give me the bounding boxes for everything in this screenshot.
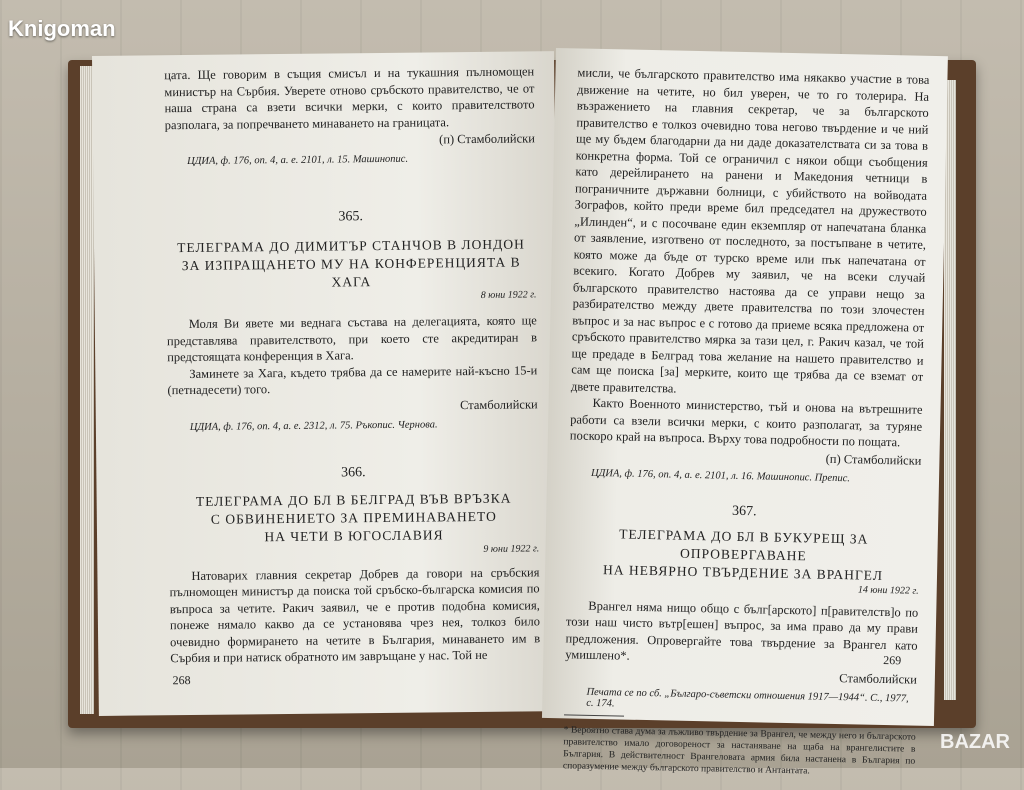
doc-365-para-2: Заминете за Хага, където трябва да се намерите най-късно 15-и (петнадесети) того.: [167, 362, 538, 398]
doc-366-date: 9 юни 1922 г.: [483, 542, 540, 555]
doc-365-number: 365.: [338, 209, 364, 225]
doc-365-para-1: Моля Ви явете ми веднага състава на делегацията, която ще представлява правителството, при което сте акредитиран в предстоящата конференция в Хага.: [166, 313, 538, 365]
doc-367-number: 367.: [731, 503, 757, 519]
doc-366-title-line-1: ТЕЛЕГРАМА ДО БЛ В БЕЛГРАД ВЪВ ВРЪЗКА: [195, 490, 512, 509]
doc-365-signature: Стамболийски: [459, 396, 538, 412]
right-top-text: мисли, че българското правителство има някакво участие в това движение на четите, но бил уверен, че то го толерира. На възражението на главния секретар, че за българското правителство е толкоз очевидно това негово твърдение и че ний ще му бъдем благодарни да ни даде доказателствата си за това в конкретна форма. Той се ограничил с някои общи съобщения като дерейлирането на ранени и Македония четници в пограничните държавни болници, с убийството на войводата Зографов, който преди време бил председател на дружеството „Илинден“, и с посочване един екземпляр от напечатана бланка от заявление, изготвено от последното, за постъпване в четите, която може да бъде от турско време или пък напечатана от всекиго. Когато Добрев му заявил, че на всеки случай българското правителство настоява да се управи нещо за разбирателство между двете правителства по този злочестен въпрос и за нас въпрос е с готово да приеме всяка предложена от сръбското правителство мярка за тази цел, г. Ракич казал, че той ще предаде в Белград това желание на нашето правителство и сам ще поиска [за] мерките, които ще трябва да се вземат от двете правителства.: [570, 65, 930, 396]
footnote-rule: [564, 714, 624, 716]
doc-367-para-1: Врангел няма нищо общо с бълг[арското] п[равителств]о по този наш чисто вътр[ешен] въпрос, за има право да му прави предложения. Опровергайте това твърдение за Врангел като умишлено*.: [565, 598, 919, 663]
doc-365-date: 8 юни 1922 г.: [480, 289, 537, 301]
doc-367-date: 14 юни 1922 г.: [857, 583, 919, 597]
doc-367-signature: Стамболийски: [839, 670, 918, 687]
doc-365-title-line-1: ТЕЛЕГРАМА ДО ДИМИТЪР СТАНЧОВ В ЛОНДОН: [177, 236, 525, 256]
right-page-content: [563, 64, 930, 789]
doc-365-title-line-2: ЗА ИЗПРАЩАНЕТО МУ НА КОНФЕРЕНЦИЯТА В ХАГА: [181, 254, 521, 290]
left-page-content: [164, 63, 540, 666]
watermark-bazar-logo: BAZAR: [940, 731, 1010, 753]
page-edges-right: [944, 80, 956, 700]
doc-366-title-line-3: НА ЧЕТИ В ЮГОСЛАВИЯ: [264, 526, 444, 544]
doc-366-para-1: Натоварих главния секретар Добрев да говори на сръбския пълномощен министър да поиска той сръбско-българска комисия по въпроса за четите. Ракич заявил, че е против подобна комисия, понеже нямало какво да се установява чрез нея, толкоз било очевидно формирането на четите в България, минаването им в Сърбия и при натиск обратното им завръщане у нас. Той не: [169, 564, 541, 666]
doc-366-title-line-2: С ОБВИНЕНИЕТО ЗА ПРЕМИНАВАНЕТО: [210, 508, 497, 527]
right-page-number: 269: [883, 652, 902, 668]
page-edges-left: [80, 66, 94, 714]
left-signature-1: (п) Стамболийски: [439, 131, 535, 147]
doc-367-footnote: * Вероятно става дума за лъжливо твърдение за Врангел, че между него и българското правителство имало договореност за настаняване на щаба на врангелистите в България. В действителност Врангеловата армия била настанена в България по споразумение между българското правителство и Антантата.: [562, 725, 916, 777]
doc-367-title-line-1: ТЕЛЕГРАМА ДО БЛ В БУКУРЕЩ ЗА ОПРОВЕРГАВАНЕ: [619, 525, 869, 563]
doc-365-source: ЦДИА, ф. 176, оп. 4, а. е. 2312, л. 75. Ръкопис. Чернова.: [189, 418, 438, 433]
watermark-logo: Knigoman: [8, 16, 116, 41]
left-page-number: 268: [172, 673, 191, 688]
left-page: [92, 51, 561, 716]
right-para-2: Както Военното министерство, тъй и онова на вътрешните работи са взели всички мерки, с които разполагат, за туряне поскоро край на въпроса. Върху това подробности по пощата.: [569, 395, 923, 450]
right-page: [542, 48, 948, 777]
right-signature-1: (п) Стамболийски: [825, 451, 922, 468]
left-source-1: ЦДИА, ф. 176, оп. 4, а. е. 2101, л. 15. Машинопис.: [187, 153, 409, 168]
left-top-text: цата. Ще говорим в същия смисъл и на тукашния пълномощен министър на Сърбия. Уверете отново сръбското правителство, че от наша страна са взети всички мерки, с които правителството разполага, за попречването минаването на границата.: [164, 64, 535, 132]
right-source-1: ЦДИА, ф. 176, оп. 4, а. е. 2101, л. 16. Машинопис. Препис.: [590, 467, 851, 484]
doc-367-title-line-2: НА НЕВЯРНО ТВЪРДЕНИЕ ЗА ВРАНГЕЛ: [602, 561, 884, 583]
doc-367-source: Печата се по сб. „Българо-съветски отношения 1917—1944“. С., 1977, с. 174.: [586, 686, 909, 709]
doc-366-number: 366.: [341, 464, 366, 480]
